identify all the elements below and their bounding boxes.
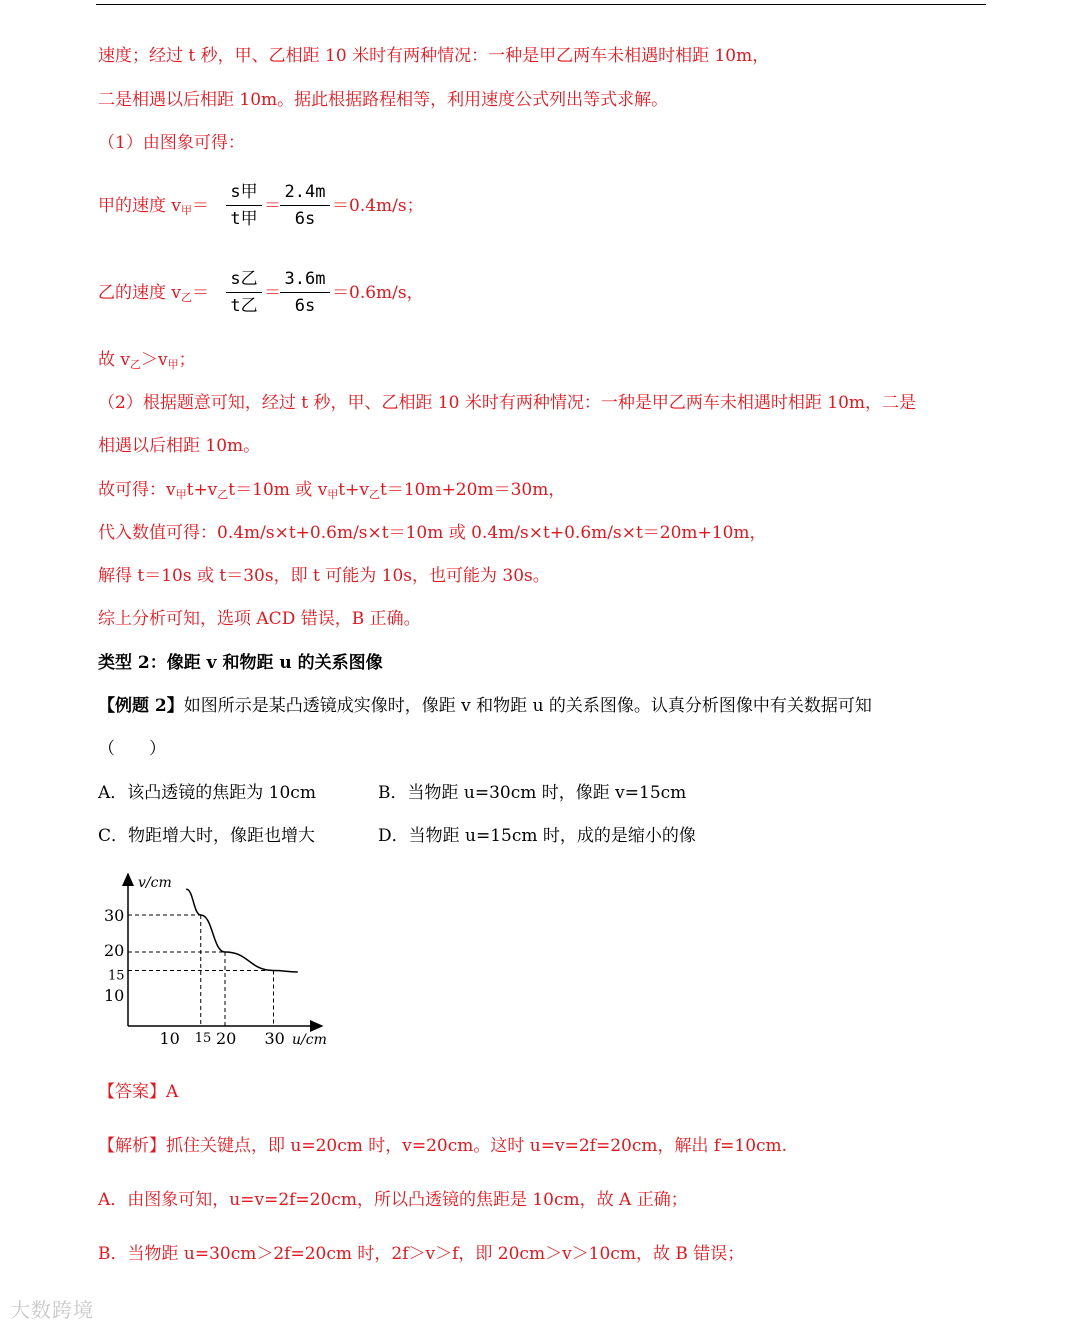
answer: 【答案】A	[98, 1082, 179, 1102]
text-line-10: 代入数值可得：0.4m/s×t+0.6m/s×t＝10m 或 0.4m/s×t+0.6m/s×t＝20m+10m，	[98, 523, 767, 543]
fraction-s-yi-over-t-yi: s乙 t乙	[226, 268, 262, 317]
equals-sign: ＝	[264, 196, 281, 216]
text-line-compare: 故 $v_乙>v_甲$；	[98, 350, 196, 371]
analysis-2: A．由图象可知，u=v=2f=20cm，所以凸透镜的焦距是 10cm，故 A 正确；	[98, 1190, 688, 1210]
option-c: C．物距增大时，像距也增大	[98, 826, 316, 846]
text-line-3: （1）由图象可得：	[98, 133, 245, 153]
analysis-3: B．当物距 u=30cm＞2f=20cm 时，2f＞v＞f，即 20cm＞v＞10cm，故 B 错误；	[98, 1244, 745, 1264]
fraction-2.4m-over-6s: 2.4m 6s	[280, 181, 330, 230]
fraction-s-jia-over-t-jia: s甲 t甲	[226, 181, 262, 230]
x-tick-label: 30	[264, 1029, 285, 1048]
answer-blank: （ ）	[98, 739, 166, 759]
y-tick-label: 20	[104, 941, 125, 960]
y-tick-label: 30	[104, 906, 125, 925]
y-tick-label: 15	[108, 968, 125, 984]
option-d: D．当物距 u=15cm 时，成的是缩小的像	[378, 826, 696, 846]
yi-velocity-label: 乙的速度 $v_乙=$	[98, 283, 210, 304]
v-u-chart	[96, 866, 356, 1056]
watermark-logo: 大数跨境	[10, 1298, 94, 1322]
y-tick-label: 10	[104, 986, 125, 1005]
top-rule	[96, 4, 986, 5]
text-line-11: 解得 t＝10s 或 t＝30s，即 t 可能为 10s，也可能为 30s。	[98, 566, 550, 586]
v-u-curve	[186, 889, 298, 972]
x-tick-label: 10	[159, 1029, 180, 1048]
jia-velocity-label: 甲的速度 $v_甲=$	[98, 196, 210, 217]
option-a: A．该凸透镜的焦距为 10cm	[98, 783, 316, 803]
text-line-12: 综上分析可知，选项 ACD 错误，B 正确。	[98, 609, 421, 629]
jia-velocity-result: ＝0.4m/s；	[332, 196, 424, 216]
option-b: B．当物距 u=30cm 时，像距 v=15cm	[378, 783, 687, 803]
text-line-8: 相遇以后相距 10m。	[98, 436, 261, 456]
fraction-3.6m-over-6s: 3.6m 6s	[280, 268, 330, 317]
text-line-1: 速度；经过 t 秒，甲、乙相距 10 米时有两种情况：一种是甲乙两车未相遇时相距 10m，	[98, 46, 770, 66]
analysis-1: 【解析】抓住关键点，即 u=20cm 时，v=20cm。这时 u=v=2f=20cm，解出 f=10cm.	[98, 1136, 788, 1156]
x-tick-label: 20	[216, 1029, 237, 1048]
section-heading: 类型 2：像距 v 和物距 u 的关系图像	[98, 653, 383, 673]
example-2-question: 【例题 2】如图所示是某凸透镜成实像时，像距 v 和物距 u 的关系图像。认真分析图像中有关数据可知	[98, 696, 872, 716]
y-axis-label: v/cm	[138, 875, 172, 891]
text-line-2: 二是相遇以后相距 10m。据此根据路程相等，利用速度公式列出等式求解。	[98, 90, 669, 110]
text-line-9: 故可得：$v_甲t+v_乙t=10m$ 或 $v_甲t+v_乙t=10m+20m=30m$，	[98, 480, 566, 501]
text-line-7: （2）根据题意可知，经过 t 秒，甲、乙相距 10 米时有两种情况：一种是甲乙两车未相遇时相距 10m，二是	[98, 393, 917, 413]
equals-sign: ＝	[264, 283, 281, 303]
x-axis-label: u/cm	[292, 1032, 327, 1048]
x-tick-label: 15	[194, 1031, 212, 1046]
yi-velocity-result: ＝0.6m/s，	[332, 283, 424, 303]
